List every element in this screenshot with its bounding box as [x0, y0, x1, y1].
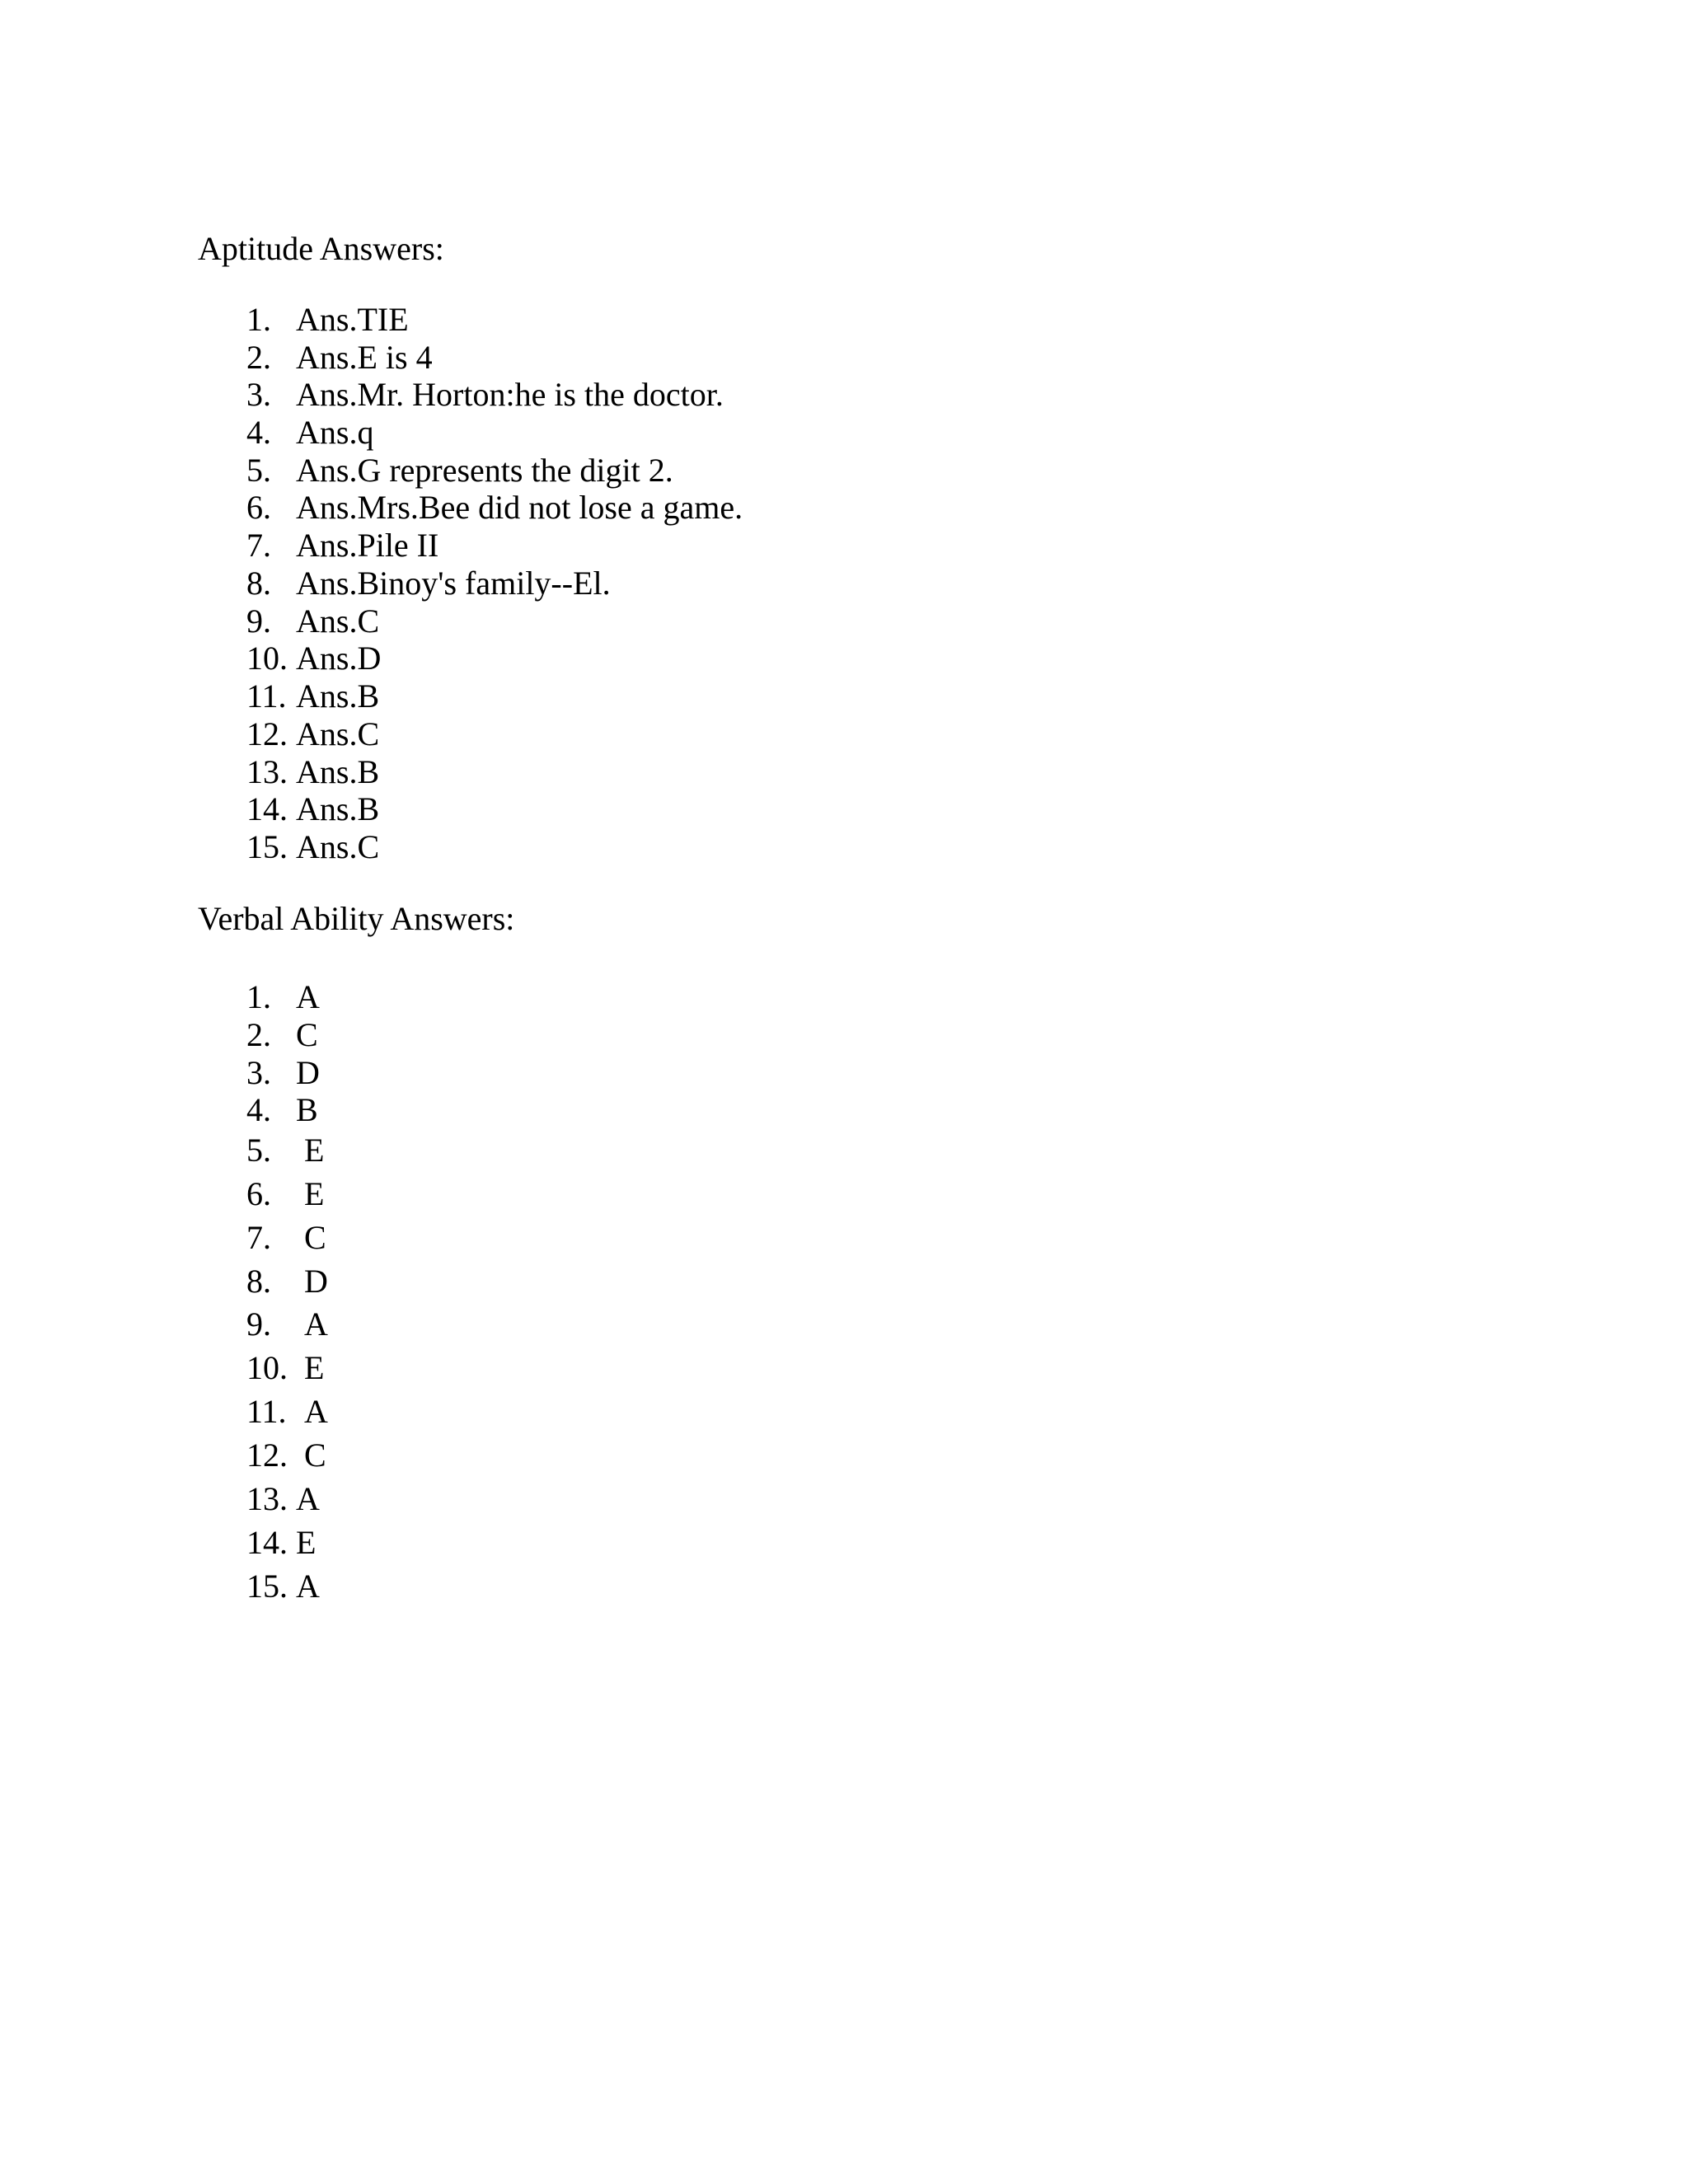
list-item-number: 4. [246, 1091, 271, 1128]
list-item-number: 9. [246, 1305, 271, 1343]
list-item-number: 15. [246, 828, 288, 865]
list-item-answer: A [304, 1305, 328, 1343]
list-item-answer: D [296, 1054, 320, 1091]
list-item-answer: E [296, 1524, 316, 1561]
list-item-answer: C [304, 1436, 326, 1474]
list-item-number: 14. [246, 1524, 288, 1561]
list-item-answer: Ans.Pile II [296, 527, 439, 564]
list-item-number: 3. [246, 376, 271, 413]
list-item-answer: A [304, 1393, 328, 1430]
list-item-number: 10. [246, 1349, 288, 1386]
list-item-answer: E [304, 1349, 325, 1386]
list-item-number: 2. [246, 1016, 271, 1053]
list-item-answer: E [304, 1175, 325, 1212]
list-item-number: 12. [246, 715, 288, 752]
list-item-number: 8. [246, 565, 271, 602]
list-item-answer: B [296, 1091, 318, 1128]
list-item-answer: A [296, 978, 320, 1015]
list-item-answer: Ans.B [296, 753, 380, 790]
list-item-answer: E [304, 1132, 325, 1169]
list-item-number: 12. [246, 1436, 288, 1474]
list-item-answer: Ans.B [296, 677, 380, 715]
list-item-number: 6. [246, 1175, 271, 1212]
list-item-number: 7. [246, 527, 271, 564]
list-item-number: 15. [246, 1568, 288, 1605]
list-item-answer: C [296, 1016, 318, 1053]
list-item-answer: A [296, 1480, 320, 1517]
list-item-number: 3. [246, 1054, 271, 1091]
list-item-number: 6. [246, 489, 271, 526]
list-item-number: 5. [246, 452, 271, 489]
list-item-answer: Ans.C [296, 602, 380, 640]
list-item-answer: C [304, 1219, 326, 1256]
list-item-number: 11. [246, 1393, 287, 1430]
list-item-number: 14. [246, 790, 288, 827]
list-item-number: 13. [246, 1480, 288, 1517]
list-item-answer: Ans.D [296, 640, 382, 677]
list-item-answer: Ans.Binoy's family--El. [296, 565, 611, 602]
list-item-number: 10. [246, 640, 288, 677]
list-item-number: 8. [246, 1263, 271, 1300]
list-item-number: 9. [246, 602, 271, 640]
list-item-answer: Ans.E is 4 [296, 339, 433, 376]
aptitude-answers-heading: Aptitude Answers: [198, 230, 444, 267]
list-item-number: 11. [246, 677, 287, 715]
list-item-number: 1. [246, 978, 271, 1015]
list-item-answer: A [296, 1568, 320, 1605]
list-item-answer: Ans.q [296, 414, 374, 451]
list-item-number: 13. [246, 753, 288, 790]
list-item-number: 5. [246, 1132, 271, 1169]
list-item-number: 1. [246, 301, 271, 338]
list-item-answer: Ans.B [296, 790, 380, 827]
list-item-answer: D [304, 1263, 328, 1300]
list-item-answer: Ans.C [296, 828, 380, 865]
list-item-number: 4. [246, 414, 271, 451]
list-item-answer: Ans.TIE [296, 301, 409, 338]
list-item-number: 7. [246, 1219, 271, 1256]
list-item-answer: Ans.C [296, 715, 380, 752]
list-item-answer: Ans.G represents the digit 2. [296, 452, 673, 489]
list-item-answer: Ans.Mrs.Bee did not lose a game. [296, 489, 743, 526]
verbal-ability-answers-heading: Verbal Ability Answers: [198, 900, 515, 937]
list-item-number: 2. [246, 339, 271, 376]
list-item-answer: Ans.Mr. Horton:he is the doctor. [296, 376, 724, 413]
